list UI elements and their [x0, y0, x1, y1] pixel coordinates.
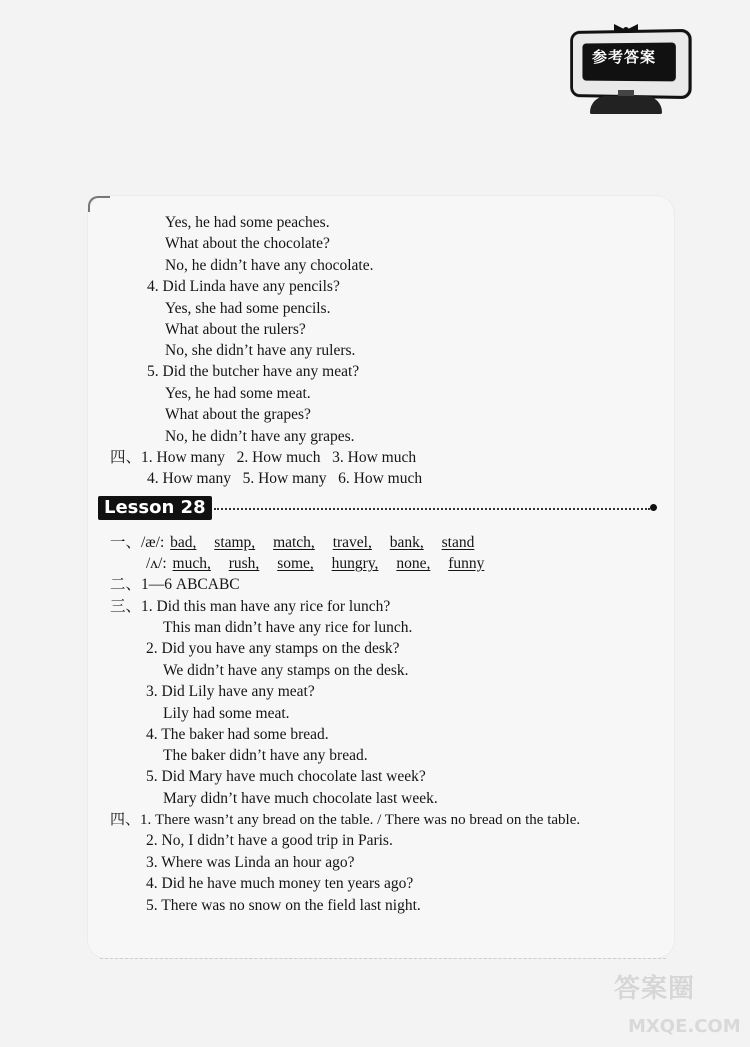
answer-line: Yes, she had some pencils.: [165, 300, 331, 317]
phonics-word: much,: [172, 555, 211, 572]
answer-line: Lily had some meat.: [163, 705, 290, 722]
answer-key-badge: [560, 24, 692, 116]
answer-line: 二、1—6 ABCABC: [110, 576, 240, 593]
answer-line: We didn’t have any stamps on the desk.: [163, 662, 409, 679]
answer-line: What about the grapes?: [165, 406, 311, 423]
phonics-word: match,: [273, 534, 315, 551]
answer-line: 5. Did Mary have much chocolate last week?: [146, 768, 426, 785]
answer-line: The baker didn’t have any bread.: [163, 747, 368, 764]
phonics-word: funny: [448, 555, 485, 572]
answer-line: 四、1. How many 2. How much 3. How much: [110, 449, 417, 466]
section1-prefix: /ʌ/:: [146, 555, 167, 572]
answer-line: Yes, he had some peaches.: [165, 214, 330, 231]
answer-line: 四、1. There wasn’t any bread on the table. / There was no bread on the table.: [110, 812, 581, 828]
answer-line: What about the rulers?: [165, 321, 306, 338]
section1-row1: [110, 533, 474, 553]
lesson-divider: [214, 508, 650, 510]
phonics-word: bank,: [389, 534, 424, 551]
answer-line: 4. Did Linda have any pencils?: [147, 278, 340, 295]
answer-line: No, he didn’t have any grapes.: [165, 428, 355, 445]
answer-line: 4. How many 5. How many 6. How much: [147, 470, 423, 487]
answer-line: 4. Did he have much money ten years ago?: [146, 875, 414, 892]
footer-divider: [100, 958, 666, 959]
answer-line: 2. No, I didn’t have a good trip in Paris.: [146, 832, 393, 849]
phonics-word: stamp,: [214, 534, 256, 551]
phonics-word: none,: [396, 555, 431, 572]
answer-line: 3. Where was Linda an hour ago?: [146, 854, 355, 871]
answer-line: What about the chocolate?: [165, 235, 330, 252]
watermark-url: MXQE.COM: [628, 1016, 741, 1037]
badge-label: 参考答案: [591, 48, 656, 66]
lesson-divider-dot: [650, 504, 657, 511]
answer-line: No, he didn’t have any chocolate.: [165, 257, 374, 274]
phonics-word: bad,: [170, 534, 197, 551]
answer-line: 2. Did you have any stamps on the desk?: [146, 640, 400, 657]
answer-line: This man didn’t have any rice for lunch.: [163, 619, 413, 636]
phonics-word: some,: [277, 555, 314, 572]
answer-line: No, she didn’t have any rulers.: [165, 342, 356, 359]
answer-line: 4. The baker had some bread.: [146, 726, 329, 743]
answer-line: 5. There was no snow on the field last night.: [146, 897, 421, 914]
monitor-stand: [590, 96, 662, 114]
phonics-word: stand: [441, 534, 475, 551]
answer-line: 5. Did the butcher have any meat?: [147, 363, 360, 380]
answer-line: 三、1. Did this man have any rice for lunch?: [110, 598, 391, 615]
phonics-word: travel,: [332, 534, 372, 551]
phonics-word: rush,: [228, 555, 260, 572]
panel-corner-mark: [88, 196, 110, 212]
watermark-logo: 答案圈: [614, 974, 696, 1004]
lesson-title: Lesson 28: [104, 497, 206, 518]
phonics-word: hungry,: [331, 555, 379, 572]
section1-prefix: 一、/æ/:: [110, 534, 165, 551]
answer-line: 3. Did Lily have any meat?: [146, 683, 315, 700]
answer-line: Mary didn’t have much chocolate last week.: [163, 790, 438, 807]
answer-line: Yes, he had some meat.: [165, 385, 311, 402]
section1-row2: [146, 554, 484, 574]
